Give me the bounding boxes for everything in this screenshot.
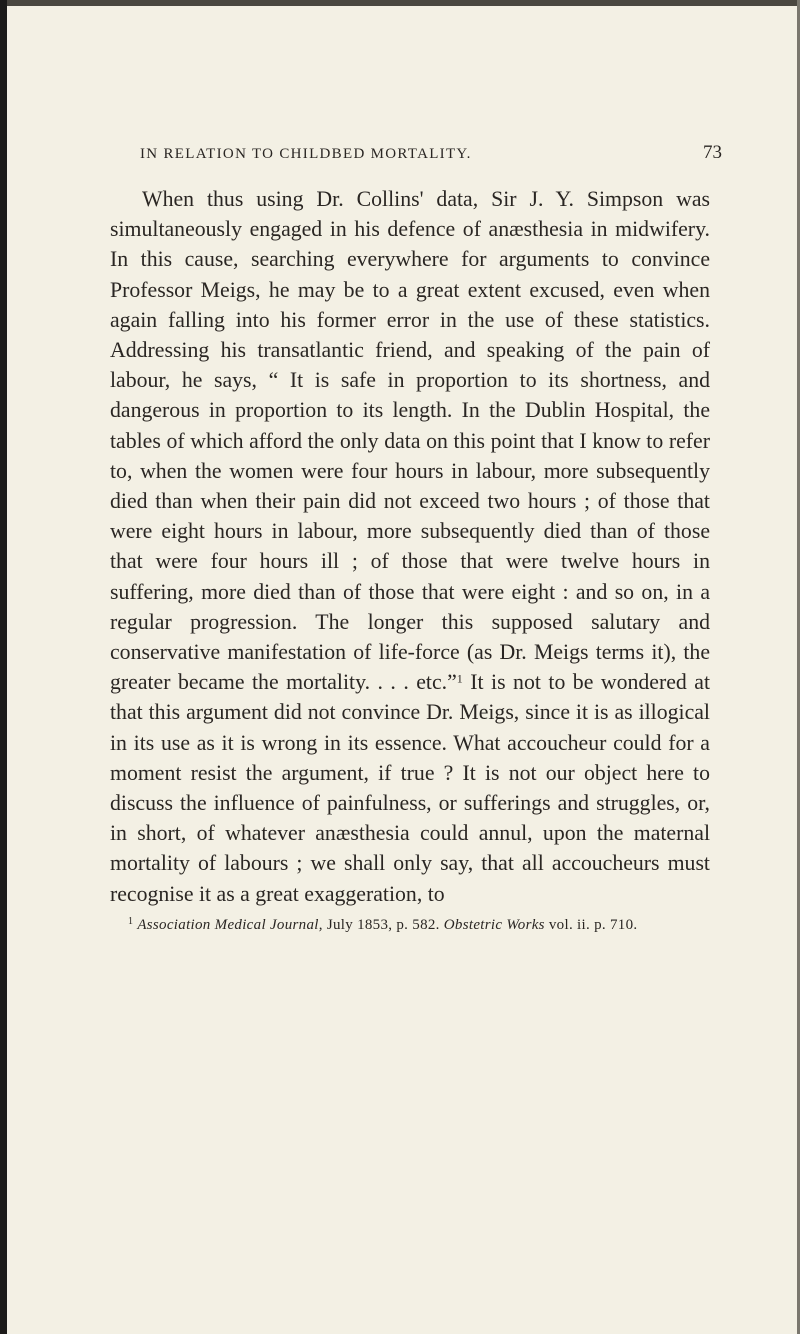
footnote-journal: Association Medical Journal, xyxy=(137,916,323,933)
page-top-edge xyxy=(0,0,800,6)
body-paragraph xyxy=(110,184,710,909)
footnote-citation: July 1853, p. 582. xyxy=(322,916,444,933)
page-number: 73 xyxy=(703,142,722,163)
body-text-before-note: When thus using Dr. Collins' data, Sir J. Y. Simpson was simultaneously engaged in his defence of anæsthesia in midwifery. In this cause, searching everywhere for arguments to convince Professor Meigs, he may be to a great extent excused, even when again falling into his former error in the use of these statistics. Addressing his transatlantic friend, and speaking of the pain of labour, he says, “ It is safe in proportion to its shortness, and dangerous in proportion to its length. In the Dublin Hospital, the tables of which afford the only data on this point that I know to refer to, when the women were four hours in labour, more subsequently died than when their pain did not exceed two hours ; of those that were eight hours in labour, more subsequently died than of those that were four hours ill ; of those that were twelve hours in suffering, more died than of those that were eight : and so on, in a regular progression. The longer this supposed salutary and conservative manifestation of life-force (as Dr. Meigs terms it), the greater became the mortality. . . . etc.” xyxy=(110,187,710,695)
footnote-work: Obstetric Works xyxy=(443,916,545,933)
footnote xyxy=(110,913,710,934)
page-binding-edge xyxy=(0,0,7,1334)
footnote-volume: vol. ii. p. 710. xyxy=(544,916,638,933)
footnote-reference: 1 xyxy=(456,671,463,686)
book-page xyxy=(110,142,722,934)
body-text-after-note: It is not to be wondered at that this argument did not convince Dr. Meigs, since it is as illogical in its use as it is wrong in its essence. What accoucheur could for a moment resist the argument, if true ? It is not our object here to discuss the influence of painfulness, or sufferings and struggles, or, in short, of whatever anæsthesia could annul, upon the maternal mortality of labours ; we shall only say, that all accoucheurs must recognise it as a great exaggeration, to xyxy=(110,670,710,906)
running-header xyxy=(110,142,722,168)
footnote-mark: 1 xyxy=(128,915,134,927)
running-title: IN RELATION TO CHILDBED MORTALITY. xyxy=(140,146,472,162)
